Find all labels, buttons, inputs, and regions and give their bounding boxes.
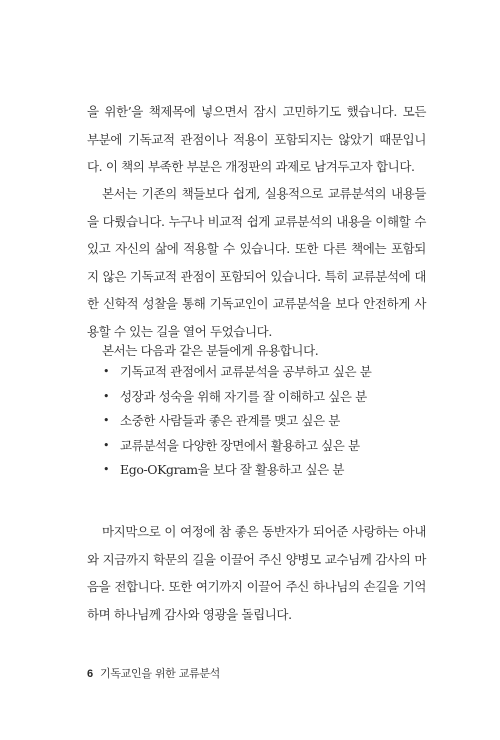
list-item-text: 기독교적 관점에서 교류분석을 공부하고 싶은 분 bbox=[120, 364, 372, 379]
list-item bbox=[87, 409, 426, 434]
bullet-marker: • bbox=[103, 438, 110, 452]
page-number: 6 bbox=[87, 668, 93, 680]
paragraph-title-note: 을 위한’을 책제목에 넣으면서 잠시 고민하기도 했습니다. 모든 부분에 기독교적 관점이나 적용이 포함되지는 않았기 때문입니다. 이 책의 부족한 부분은 개정판의 과제로 남겨두고자 합니다. bbox=[87, 104, 426, 174]
list-item bbox=[87, 458, 426, 483]
list-item-text: 성장과 성숙을 위해 자기를 잘 이해하고 싶은 분 bbox=[120, 388, 367, 404]
audience-list bbox=[87, 360, 426, 483]
bullet-marker: • bbox=[103, 365, 110, 378]
list-item-text: Ego-OKgram을 보다 잘 활용하고 싶은 분 bbox=[120, 462, 345, 478]
list-item-text: 교류분석을 다양한 장면에서 활용하고 싶은 분 bbox=[120, 437, 360, 453]
paragraph-audience-intro: 본서는 다음과 같은 분들에게 유용합니다. bbox=[102, 343, 319, 358]
bullet-marker: • bbox=[103, 389, 110, 403]
paragraph-book-overview: 본서는 기존의 책들보다 쉽게, 실용적으로 교류분석의 내용들을 다뤘습니다. 누구나 비교적 쉽게 교류분석의 내용을 이해할 수 있고 자신의 삶에 적용할 수 있습니다. 또한 다른 책에는 포함되지 않은 기독교적 관점이 포함되어 있습니다. 특히 교류분석에 대한 신학적 성찰을 통해 기독교인이 교류분석을 보다 안전하게 사용할 수 있는 길을 열어 두었습니다. bbox=[87, 186, 426, 339]
list-item-text: 소중한 사람들과 좋은 관계를 맺고 싶은 분 bbox=[120, 413, 340, 429]
list-item bbox=[87, 434, 426, 459]
list-item bbox=[87, 385, 426, 410]
list-item bbox=[87, 360, 426, 385]
bullet-marker: • bbox=[103, 463, 110, 477]
running-title: 기독교인을 위한 교류분석 bbox=[100, 667, 221, 680]
bullet-marker: • bbox=[103, 414, 110, 428]
page-footer bbox=[87, 665, 220, 681]
paragraph-acknowledgements: 마지막으로 이 여정에 참 좋은 동반자가 되어준 사랑하는 아내와 지금까지 학문의 길을 이끌어 주신 양병모 교수님께 감사의 마음을 전합니다. 또한 여기까지 이끌어 주신 하나님의 손길을 기억하며 하나님께 감사와 영광을 돌립니다. bbox=[87, 524, 426, 622]
